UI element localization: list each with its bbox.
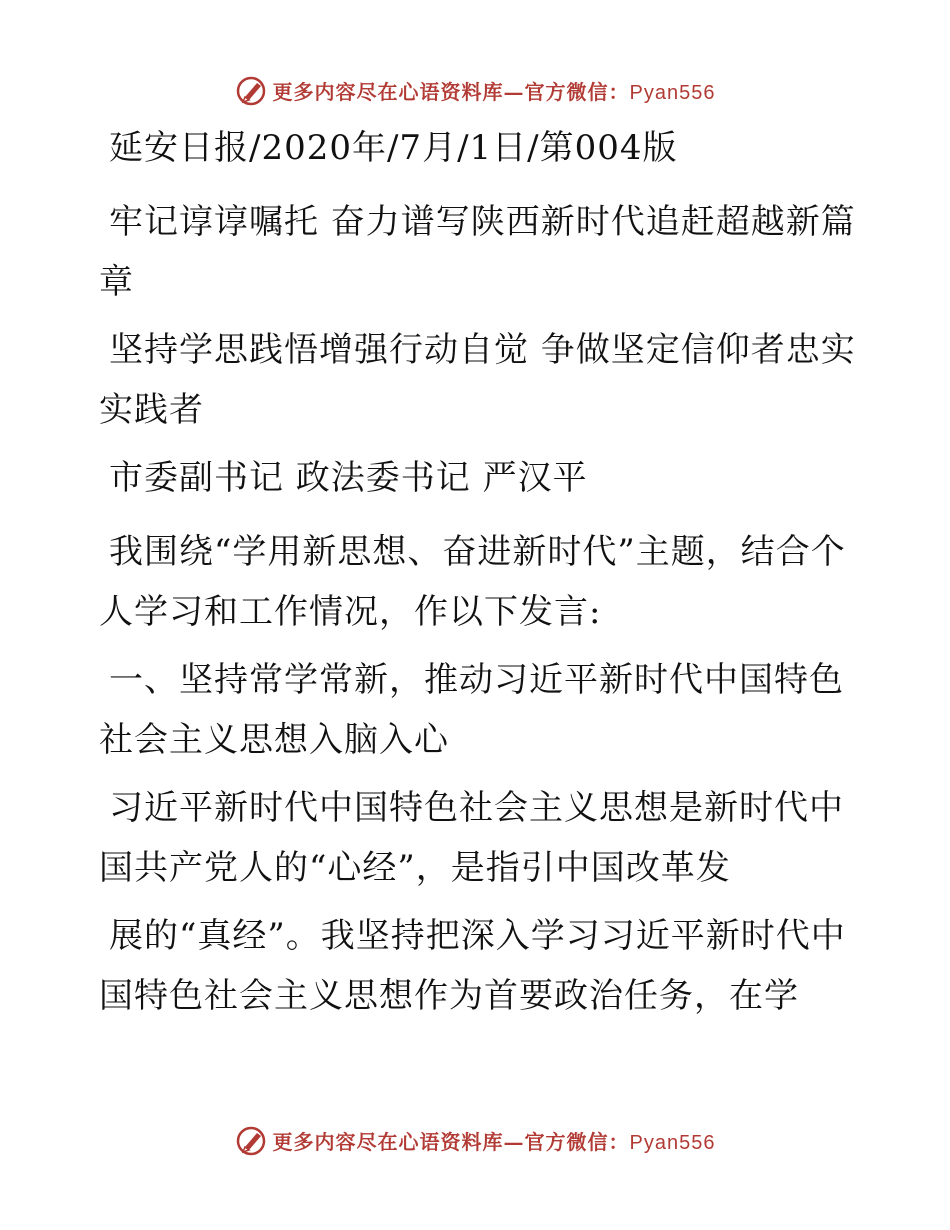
body-paragraph-intro: 我围绕“学用新思想、奋进新时代”主题，结合个人学习和工作情况，作以下发言: bbox=[99, 532, 846, 632]
body-paragraph-2: 展的“真经”。我坚持把深入学习习近平新时代中国特色社会主义思想作为首要政治任务，在学 bbox=[99, 916, 846, 1016]
header-watermark bbox=[0, 70, 950, 110]
body-paragraph-1: 习近平新时代中国特色社会主义思想是新时代中国共产党人的“心经”，是指引中国改革发 bbox=[99, 788, 844, 888]
watermark-brand: Pyan556 bbox=[629, 1131, 716, 1154]
source-line: 延安日报/2020年/7月/1日/第004版 bbox=[109, 128, 678, 168]
author-line: 市委副书记 政法委书记 严汉平 bbox=[109, 458, 588, 498]
footer-watermark bbox=[0, 1120, 950, 1160]
watermark-text: 更多内容尽在心语资料库—官方微信：Pyan556 bbox=[272, 1129, 716, 1154]
watermark-text: 更多内容尽在心语资料库—官方微信：Pyan556 bbox=[272, 79, 716, 104]
document-body bbox=[99, 118, 859, 1034]
pen-logo-icon bbox=[235, 73, 269, 107]
main-headline: 牢记谆谆嘱托 奋力谱写陕西新时代追赶超越新篇章 bbox=[99, 202, 856, 302]
sub-headline: 坚持学思践悟增强行动自觉 争做坚定信仰者忠实实践者 bbox=[99, 330, 856, 430]
watermark-brand: Pyan556 bbox=[629, 81, 716, 104]
section-heading-1: 一、坚持常学常新，推动习近平新时代中国特色社会主义思想入脑入心 bbox=[99, 660, 844, 760]
pen-logo-icon bbox=[235, 1123, 269, 1157]
